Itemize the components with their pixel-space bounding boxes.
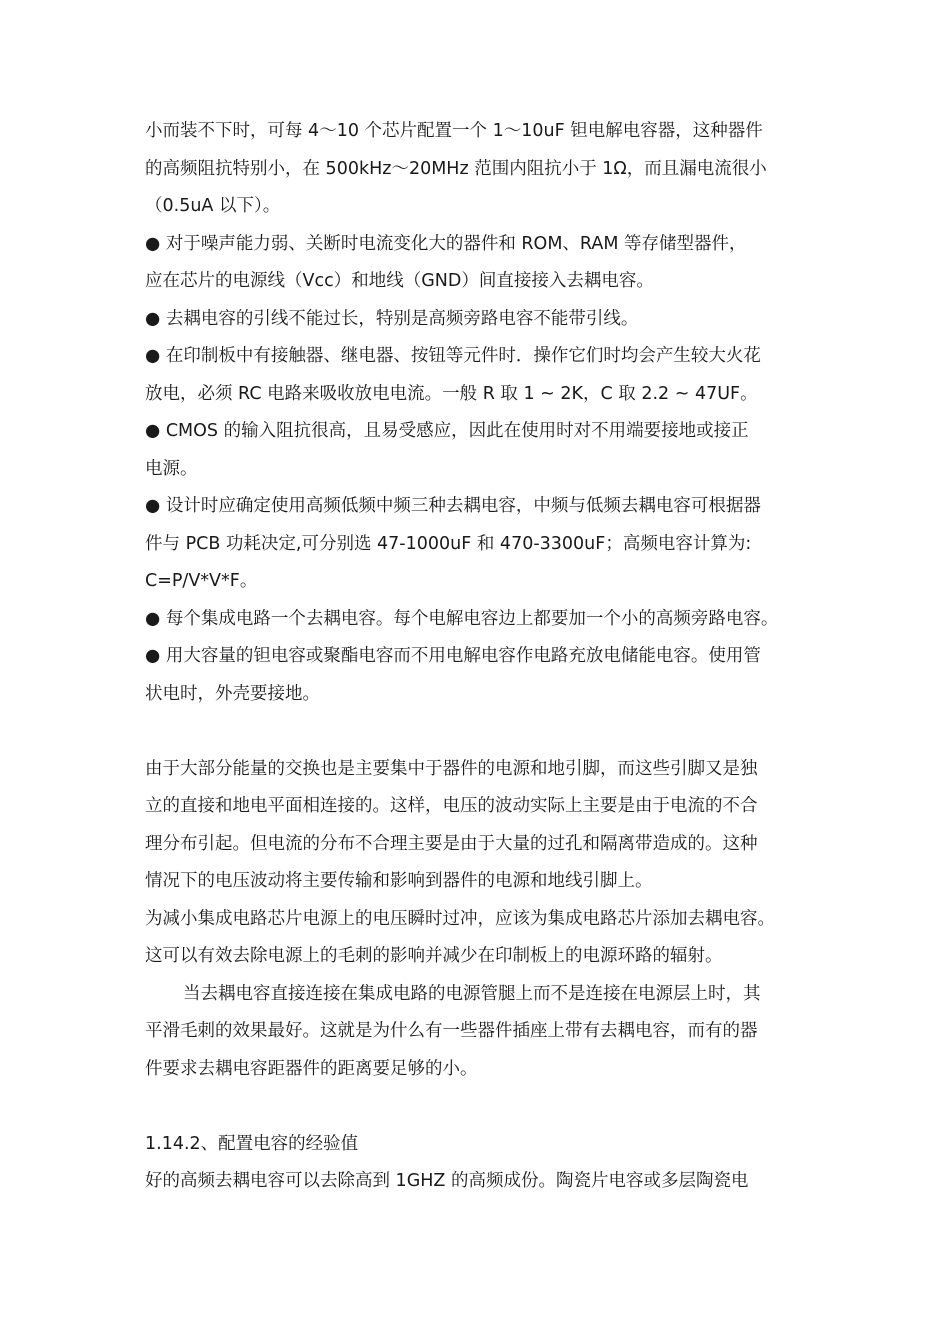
text-line: 的高频阻抗特别小，在 500kHz～20MHz 范围内阻抗小于 1Ω，而且漏电流很小: [145, 159, 767, 179]
paragraph-line: 由于大部分能量的交换也是主要集中于器件的电源和地引脚，而这些引脚又是独: [145, 759, 758, 779]
bullet-item: ● 对于噪声能力弱、关断时电流变化大的器件和 ROM、RAM 等存储型器件，: [145, 234, 747, 254]
paragraph-line: 为减小集成电路芯片电源上的电压瞬时过冲，应该为集成电路芯片添加去耦电容。: [145, 909, 775, 929]
paragraph-line: 立的直接和地电平面相连接的。这样，电压的波动实际上主要是由于电流的不合: [145, 796, 758, 816]
bullet-item: ● 每个集成电路一个去耦电容。每个电解电容边上都要加一个小的高频旁路电容。: [145, 609, 779, 629]
paragraph-line: 理分布引起。但电流的分布不合理主要是由于大量的过孔和隔离带造成的。这种: [145, 834, 758, 854]
paragraph-line: 这可以有效去除电源上的毛刺的影响并减少在印制板上的电源环路的辐射。: [145, 946, 723, 966]
text-line: 状电时，外壳要接地。: [145, 684, 320, 704]
paragraph-line: 当去耦电容直接连接在集成电路的电源管腿上而不是连接在电源层上时，其: [183, 984, 761, 1004]
paragraph-line: 平滑毛刺的效果最好。这就是为什么有一些器件插座上带有去耦电容，而有的器: [145, 1021, 758, 1041]
text-line: 应在芯片的电源线（Vcc）和地线（GND）间直接接入去耦电容。: [145, 271, 654, 291]
paragraph-line: 情况下的电压波动将主要传输和影响到器件的电源和地线引脚上。: [145, 871, 653, 891]
text-line: 放电，必须 RC 电路来吸收放电电流。一般 R 取 1 ~ 2K，C 取 2.2 ~ 47UF。: [145, 384, 758, 404]
bullet-item: ● 在印制板中有接触器、继电器、按钮等元件时．操作它们时均会产生较大火花: [145, 346, 761, 366]
text-line: 件与 PCB 功耗决定,可分别选 47-1000uF 和 470-3300uF；高频电容计算为:: [145, 534, 752, 554]
paragraph-line: 件要求去耦电容距器件的距离要足够的小。: [145, 1059, 478, 1079]
text-line: 小而装不下时，可每 4～10 个芯片配置一个 1～10uF 钽电解电容器，这种器件: [145, 121, 763, 141]
text-line: C=P/V*V*F。: [145, 571, 258, 591]
bullet-item: ● 用大容量的钽电容或聚酯电容而不用电解电容作电路充放电储能电容。使用管: [145, 646, 761, 666]
text-line: 电源。: [145, 459, 198, 479]
bullet-item: ● 去耦电容的引线不能过长，特别是高频旁路电容不能带引线。: [145, 309, 639, 329]
bullet-item: ● 设计时应确定使用高频低频中频三种去耦电容，中频与低频去耦电容可根据器: [145, 496, 761, 516]
section-heading: 1.14.2、配置电容的经验值: [145, 1134, 359, 1154]
bullet-item: ● CMOS 的输入阻抗很高，且易受感应，因此在使用时对不用端要接地或接正: [145, 421, 749, 441]
paragraph-line: 好的高频去耦电容可以去除高到 1GHZ 的高频成份。陶瓷片电容或多层陶瓷电: [145, 1171, 749, 1191]
text-line: （0.5uA 以下）。: [145, 196, 281, 216]
